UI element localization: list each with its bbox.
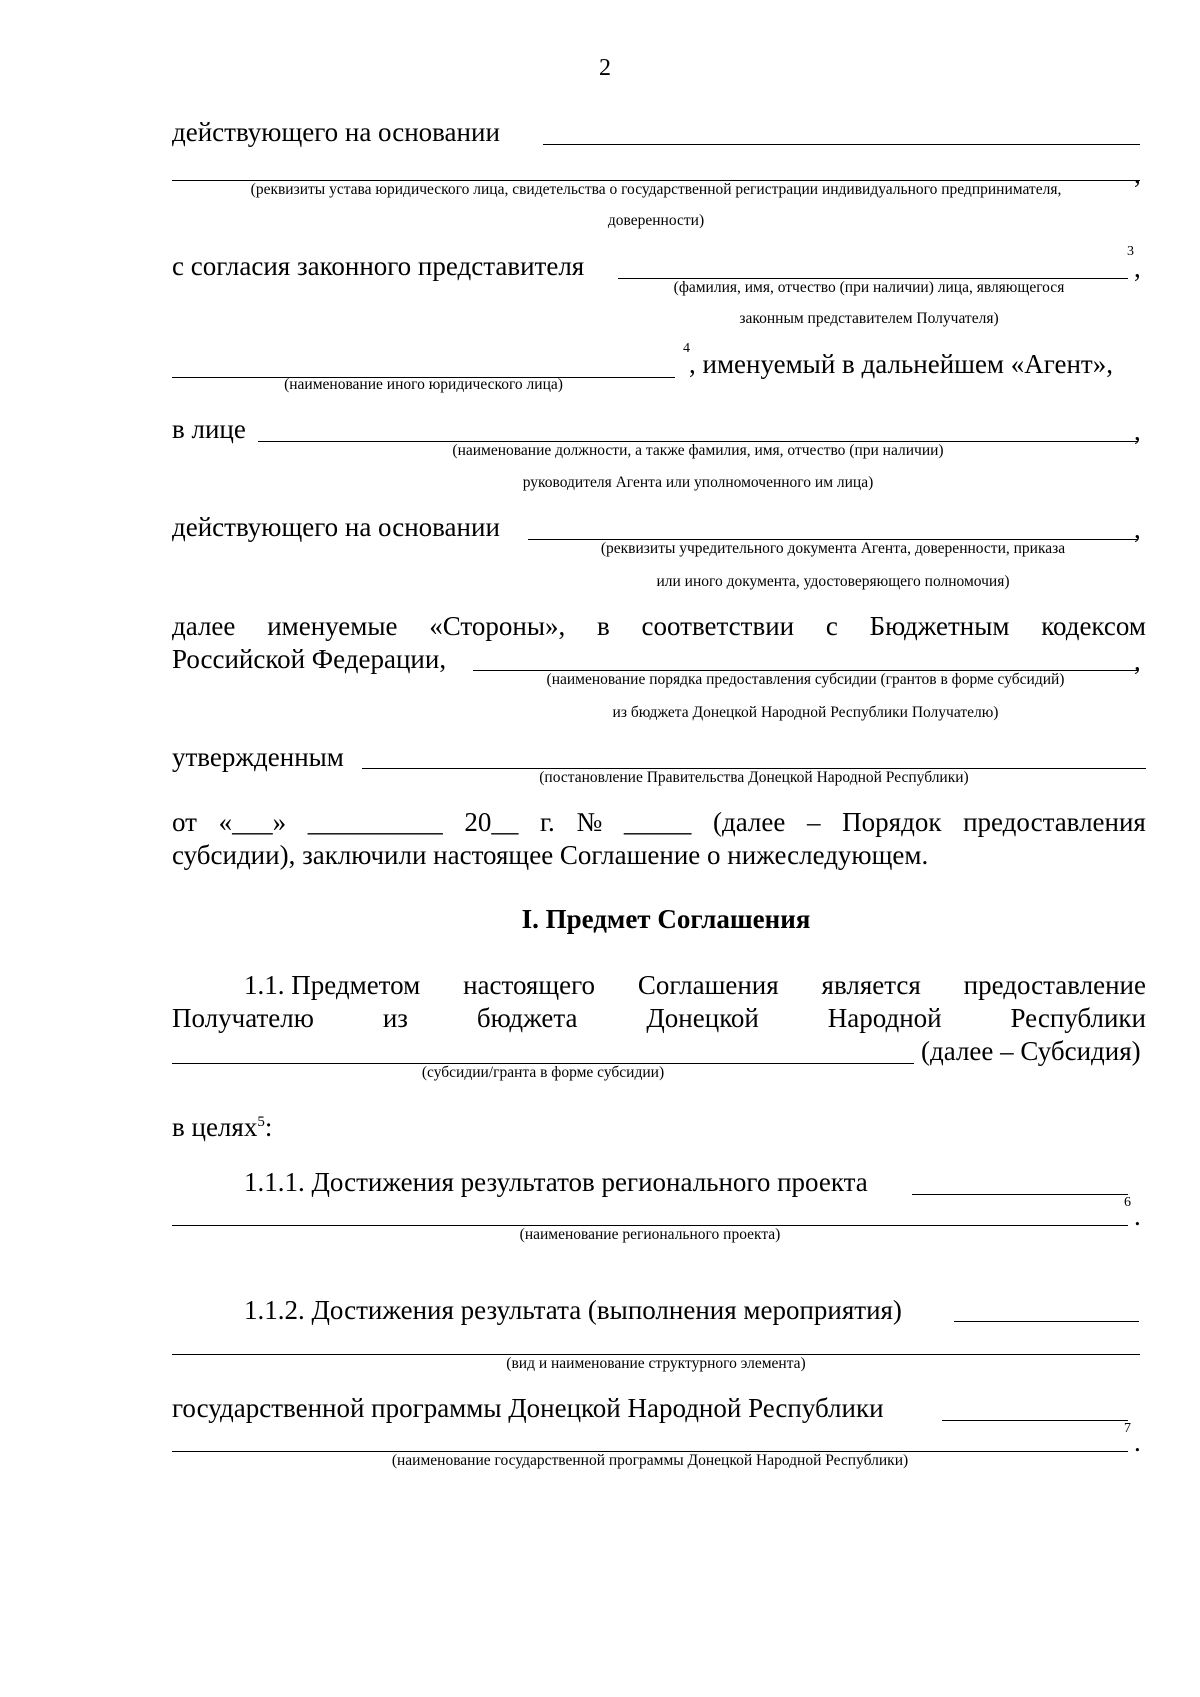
word: Народной [827,1003,942,1033]
word: является [821,970,921,1000]
number-blank[interactable]: _____ [623,807,692,837]
label-acting-basis: действующего на основании [172,512,500,542]
comma: , [1134,416,1141,446]
word: из [382,1003,408,1033]
label-acting-basis: действующего на основании [172,117,500,147]
caption: (наименование должности, а также фамилия, имя, отчество (при наличии) [452,442,944,459]
footnote-ref: 7 [1124,1421,1131,1436]
caption: руководителя Агента или уполномоченного им лица) [522,474,874,491]
word: Порядок [842,807,942,837]
footnote-ref: 6 [1124,1195,1131,1210]
agent-definition: , именуемый в дальнейшем «Агент», [689,349,1113,379]
footnote-ref: 3 [1127,244,1134,259]
caption: (наименование государственной программы Донецкой Народной Республики) [391,1452,909,1469]
caption: (наименование порядка предоставления субсидии (грантов в форме субсидий) [546,671,1065,688]
word: Республики [1010,1003,1146,1033]
period: . [1134,1427,1141,1457]
justified-line [244,969,1146,1001]
section-title: I. Предмет Соглашения [521,904,811,934]
blank-line[interactable] [543,144,1140,145]
comma: , [1134,514,1141,544]
word: в [597,611,610,641]
comma: , [1134,646,1141,676]
caption: (наименование регионального проекта) [519,1226,781,1243]
word: с [825,611,838,641]
word: Соглашения [637,970,779,1000]
caption: (наименование иного юридического лица) [284,376,563,393]
blank-line[interactable] [912,1194,1128,1195]
label-legal-representative: с согласия законного представителя [172,251,585,281]
caption: (вид и наименование структурного элемента) [506,1355,806,1372]
word: от [172,807,197,837]
purpose-text: в целях [172,1112,258,1142]
comma: , [1134,159,1141,189]
page-number: 2 [599,55,611,81]
caption: доверенности) [607,212,705,229]
purpose-label [172,1106,272,1143]
caption: (фамилия, имя, отчество (при наличии) лица, являющегося [673,279,1065,296]
blank-line[interactable] [954,1321,1139,1322]
text-state-program: государственной программы Донецкой Народной Республики [172,1393,884,1423]
subsidy-definition: (далее – Субсидия) [921,1036,1141,1066]
text-concluded: субсидии), заключили настоящее Соглашение о нижеследующем. [172,840,929,870]
word: Бюджетным [869,611,1010,641]
date-blank[interactable]: __________ [307,807,443,837]
label-represented-by: в лице [172,414,246,444]
word: г. [540,807,555,837]
word: настоящего [463,970,596,1000]
clause-1-1-1: 1.1.1. Достижения результатов регионального проекта [244,1167,868,1197]
caption: (субсидии/гранта в форме субсидии) [421,1064,665,1081]
word: предоставления [963,807,1146,837]
year-blank[interactable]: 20__ [464,807,519,837]
word: соответствии [641,611,795,641]
period: . [1134,1201,1141,1231]
word: № [576,807,603,837]
justified-line [172,806,1146,838]
text-russian-federation: Российской Федерации, [172,644,447,674]
word: Донецкой [646,1003,759,1033]
word: «Стороны», [429,611,566,641]
caption: (реквизиты учредительного документа Агента, доверенности, приказа [600,540,1066,557]
word: именуемые [267,611,398,641]
word: (далее [712,807,786,837]
caption: из бюджета Донецкой Народной Республики Получателю) [612,704,999,721]
caption: или иного документа, удостоверяющего полномочия) [656,573,1010,590]
caption: законным представителем Получателя) [739,310,999,327]
date-blank[interactable]: «___» [218,807,287,837]
comma: , [1134,253,1141,283]
word: Получателю [172,1003,314,1033]
clause-1-1-2: 1.1.2. Достижения результата (выполнения мероприятия) [244,1295,902,1325]
word: 1.1. Предметом [244,970,421,1000]
footnote-ref: 5 [257,1114,265,1130]
justified-line [172,610,1146,642]
footnote-ref: 4 [683,341,690,356]
blank-line[interactable] [942,1420,1128,1421]
word: кодексом [1041,611,1146,641]
caption: (постановление Правительства Донецкой Народной Республики) [539,769,969,786]
word: бюджета [476,1003,578,1033]
justified-line [172,1002,1146,1034]
word: далее [172,611,236,641]
word: предоставление [963,970,1146,1000]
word: – [807,807,821,837]
label-approved: утвержденным [172,742,344,772]
caption: (реквизиты устава юридического лица, свидетельства о государственной регистрации индивидуального предпринимателя, [250,181,1062,198]
colon: : [264,1112,273,1142]
